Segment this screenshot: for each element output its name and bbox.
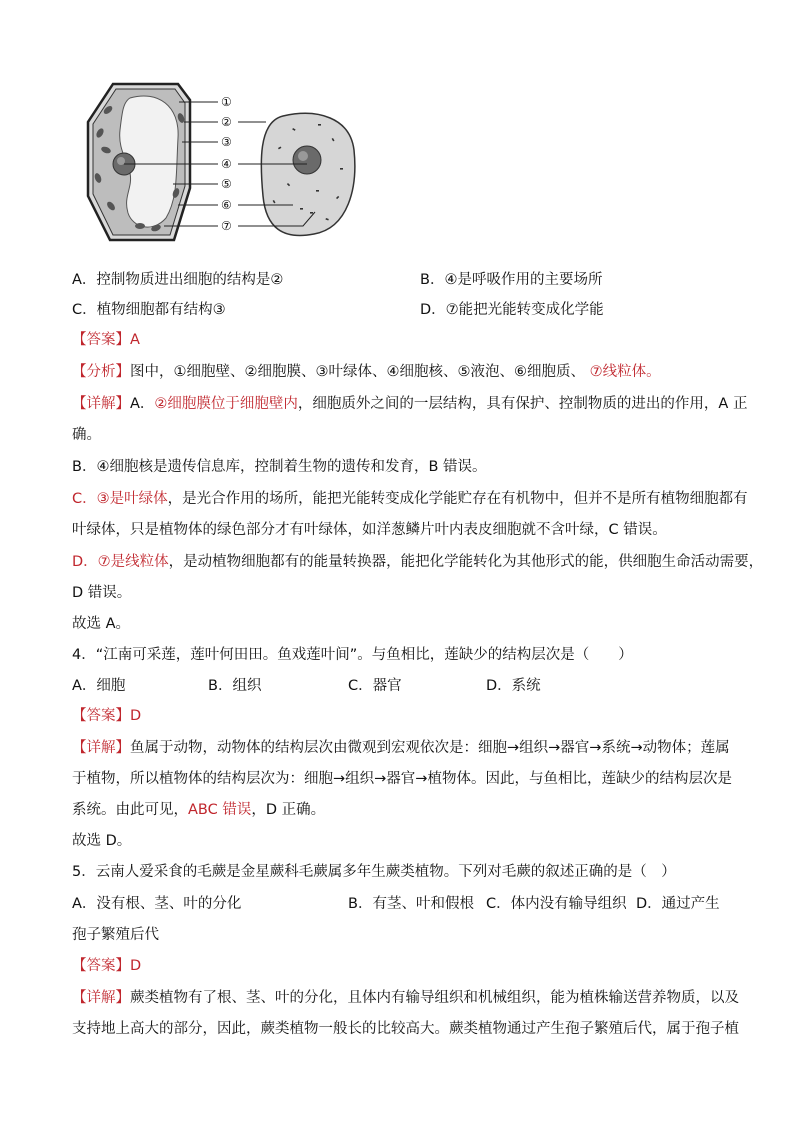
detail-text: ，是动植物细胞都有的能量转换器，能把化学能转化为其他形式的能，供细胞生命活动需要，: [168, 554, 764, 570]
option-b: B．④是呼吸作用的主要场所: [420, 272, 603, 288]
option-a: A．控制物质进出细胞的结构是②: [72, 272, 284, 288]
detail-line: [72, 988, 739, 1008]
detail-highlight: ABC 错误: [188, 802, 252, 818]
question-stem: [72, 862, 676, 882]
figure-label-4: ④: [221, 157, 232, 171]
detail-line: [72, 457, 487, 477]
detail-line: [72, 394, 747, 414]
option-c: C．体内没有输导组织: [486, 896, 627, 912]
answer-value: D: [130, 708, 142, 724]
option-row: [72, 676, 672, 696]
detail-tag: 【详解】: [72, 990, 130, 1006]
option-row: [72, 270, 603, 290]
detail-text: 叶绿体，只是植物体的绿色部分才有叶绿体，如洋葱鳞片叶内表皮细胞就不含叶绿，C 错误。: [72, 522, 667, 538]
detail-line: [72, 552, 763, 572]
detail-line: [72, 1019, 739, 1039]
detail-text: A．: [130, 396, 155, 412]
detail-highlight: ②细胞膜位于细胞壁内: [154, 396, 298, 412]
figure-label-3: ③: [221, 135, 232, 149]
detail-line: [72, 769, 732, 789]
detail-text: D．: [72, 554, 98, 570]
option-b: B．组织: [208, 678, 262, 694]
animal-nucleus: [293, 146, 321, 174]
detail-text: 蕨类植物有了根、茎、叶的分化，且体内有输导组织和机械组织，能为植株输送营养物质，以及: [130, 990, 739, 1006]
analysis-line: [72, 362, 661, 382]
final-answer: [72, 614, 130, 634]
answer-tag: 【答案】: [72, 708, 130, 724]
figure-label-7: ⑦: [221, 219, 232, 233]
cell-diagram: [78, 78, 368, 248]
detail-text: 于植物，所以植物体的结构层次为：细胞→组织→器官→植物体。因此，与鱼相比，莲缺少的结构层次是: [72, 771, 732, 787]
detail-text: 支持地上高大的部分，因此，蕨类植物一般长的比较高大。蕨类植物通过产生孢子繁殖后代，属于孢子植: [72, 1021, 739, 1037]
detail-highlight: ③是叶绿体: [96, 491, 168, 507]
option-a: A．细胞: [72, 678, 126, 694]
detail-line: [72, 425, 101, 445]
detail-text: C．: [72, 491, 97, 507]
analysis-red: ⑦线粒体。: [585, 364, 661, 380]
answer-tag: 【答案】: [72, 958, 130, 974]
figure-label-6: ⑥: [221, 198, 232, 212]
detail-text: 确。: [72, 427, 101, 443]
answer-value: A: [130, 332, 140, 348]
figure-label-2: ②: [221, 115, 232, 129]
final-text: 故选 A。: [72, 616, 131, 632]
detail-text: ，D 正确。: [251, 802, 326, 818]
figure-label-5: ⑤: [221, 177, 232, 191]
answer-line: [72, 706, 141, 726]
detail-tag: 【详解】: [72, 740, 130, 756]
answer-value: D: [130, 958, 142, 974]
detail-line: [72, 738, 730, 758]
detail-text: ，细胞质外之间的一层结构，具有保护、控制物质的进出的作用，A 正: [297, 396, 748, 412]
analysis-text: 图中，①细胞壁、②细胞膜、③叶绿体、④细胞核、⑤液泡、⑥细胞质、: [130, 364, 585, 380]
detail-highlight: ⑦是线粒体: [97, 554, 169, 570]
option-a: A．没有根、茎、叶的分化: [72, 896, 242, 912]
final-text: 故选 D。: [72, 833, 132, 849]
question-5-stem: 5．云南人爱采食的毛蕨是金星蕨科毛蕨属多年生蕨类植物。下列对毛蕨的叙述正确的是（ ）: [72, 864, 676, 880]
detail-text: 鱼属于动物，动物体的结构层次由微观到宏观依次是：细胞→组织→器官→系统→动物体；莲属: [130, 740, 730, 756]
chloroplast: [135, 223, 145, 229]
final-answer: [72, 831, 131, 851]
option-d: D．⑦能把光能转变成化学能: [420, 302, 604, 318]
detail-text: B．④细胞核是遗传信息库，控制着生物的遗传和发育，B 错误。: [72, 459, 487, 475]
answer-line: [72, 956, 141, 976]
option-continuation: [72, 925, 159, 945]
detail-text: 系统。由此可见，: [72, 802, 188, 818]
figure-label-1: ①: [221, 95, 232, 109]
answer-tag: 【答案】: [72, 332, 130, 348]
option-row: [72, 894, 732, 914]
detail-tag: 【详解】: [72, 396, 130, 412]
question-4-stem: 4．“江南可采莲，莲叶何田田。鱼戏莲叶间”。与鱼相比，莲缺少的结构层次是（ ）: [72, 647, 633, 663]
detail-text: D 错误。: [72, 585, 132, 601]
option-row: [72, 300, 604, 320]
question-stem: [72, 645, 633, 665]
detail-line: [72, 489, 748, 509]
detail-line: [72, 520, 667, 540]
option-d-cont: 孢子繁殖后代: [72, 927, 159, 943]
analysis-tag: 【分析】: [72, 364, 130, 380]
detail-line: [72, 583, 131, 603]
option-c: C．器官: [348, 678, 402, 694]
option-d: D．通过产生: [636, 896, 720, 912]
answer-line: [72, 330, 140, 350]
option-b: B．有茎、叶和假根: [348, 896, 474, 912]
detail-line: [72, 800, 325, 820]
option-c: C．植物细胞都有结构③: [72, 302, 226, 318]
detail-text: ，是光合作用的场所，能把光能转变成化学能贮存在有机物中，但并不是所有植物细胞都有: [167, 491, 748, 507]
option-d: D．系统: [486, 678, 541, 694]
